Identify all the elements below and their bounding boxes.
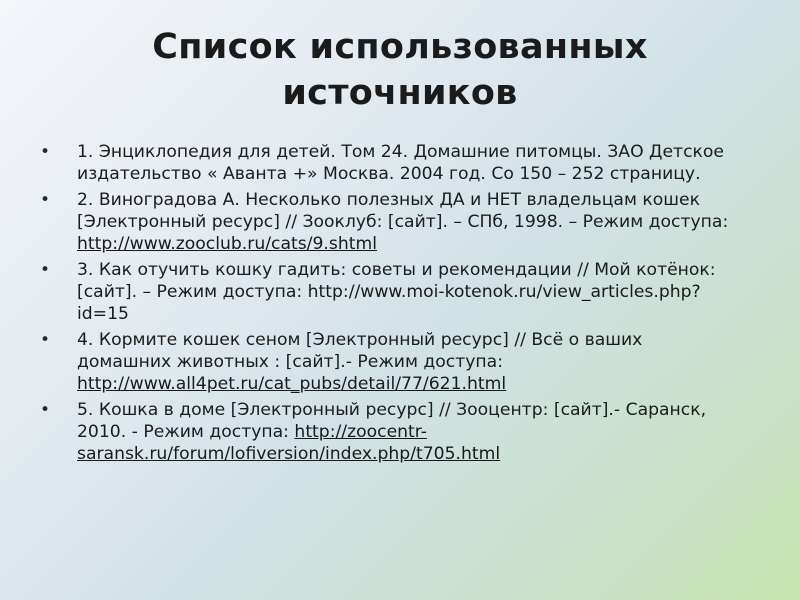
source-link-5[interactable]: http://zoocentr-saransk.ru/forum/lofiversion/index.php/t705.html xyxy=(77,422,501,464)
slide-title xyxy=(60,24,740,116)
source-text-1: 1. Энциклопедия для детей. Том 24. Домашние питомцы. ЗАО Детское издательство « Аванта +» Москва. 2004 год. Со 150 – 252 страницу. xyxy=(77,142,724,184)
sources-list xyxy=(40,141,740,469)
source-item-1 xyxy=(40,141,740,185)
bullet-icon: • xyxy=(40,330,51,350)
source-link-2[interactable]: http://www.zooclub.ru/cats/9.shtml xyxy=(77,234,377,254)
bullet-icon: • xyxy=(40,260,51,280)
slide-title-line-1: Список использованных xyxy=(152,27,648,67)
source-url-3: http://www.moi-kotenok.ru/view_articles.php?id=15 xyxy=(77,282,701,324)
source-text-4: 4. Кормите кошек сеном [Электронный ресурс] // Всё о ваших домашних животных : [сайт].- Режим доступа: xyxy=(77,330,643,372)
source-item-5 xyxy=(40,399,740,465)
source-text-5: 5. Кошка в доме [Электронный ресурс] // Зооцентр: [сайт].- Саранск, 2010. - Режим доступа: xyxy=(77,400,707,442)
source-text-3: 3. Как отучить кошку гадить: советы и рекомендации // Мой котёнок: [сайт]. – Режим доступа: xyxy=(77,260,716,302)
source-item-3 xyxy=(40,259,740,325)
source-item-4 xyxy=(40,329,740,395)
bullet-icon: • xyxy=(40,190,51,210)
source-link-4[interactable]: http://www.all4pet.ru/cat_pubs/detail/77/621.html xyxy=(77,374,507,394)
source-item-2 xyxy=(40,189,740,255)
bullet-icon: • xyxy=(40,142,51,162)
bullet-icon: • xyxy=(40,400,51,420)
slide-title-line-2: источников xyxy=(282,73,518,113)
source-text-2: 2. Виноградова А. Несколько полезных ДА и НЕТ владельцам кошек [Электронный ресурс] // Зооклуб: [сайт]. – СПб, 1998. – Режим доступа: xyxy=(77,190,729,232)
